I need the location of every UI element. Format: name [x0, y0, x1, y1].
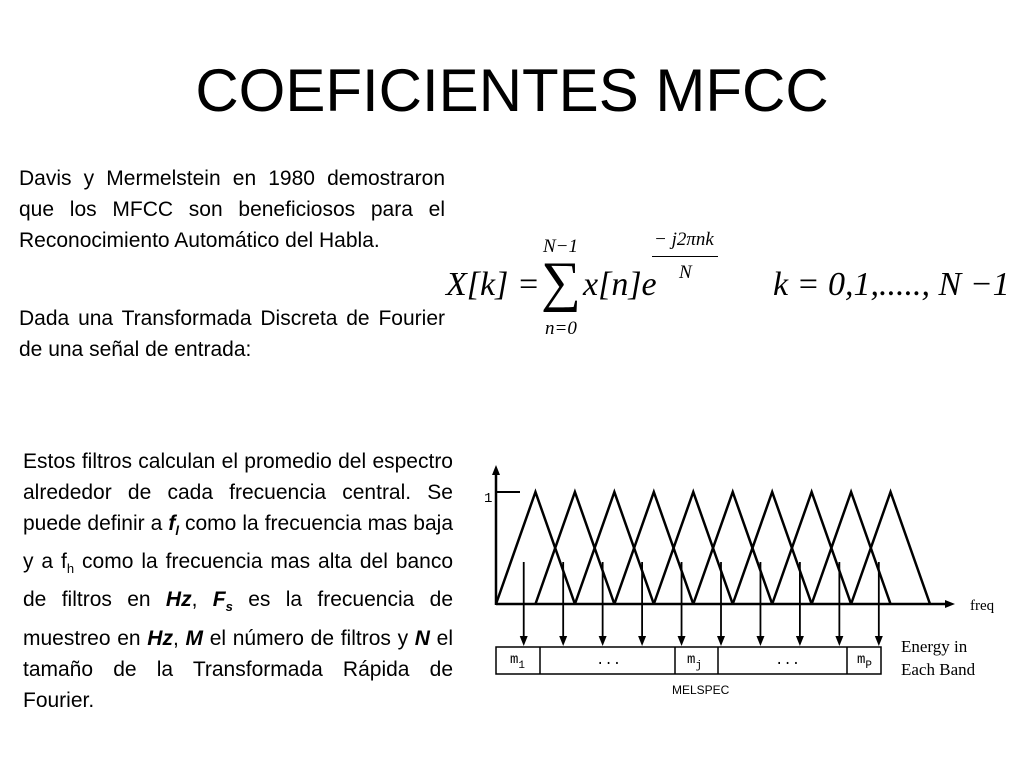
fs-symbol: $F_s$: [212, 588, 233, 615]
m-symbol: M: [185, 626, 204, 650]
text-segment: ,: [172, 626, 186, 650]
fl-symbol: $f_l$: [168, 512, 179, 539]
slide-title: COEFICIENTES MFCC: [195, 57, 829, 124]
text-segment: ,: [191, 588, 213, 612]
hz-symbol: Hz: [147, 626, 173, 650]
melspec-cell-mj: $m_j$: [687, 652, 703, 672]
formula-exponent-denominator: N: [679, 262, 692, 283]
melspec-cell-mp: $m_P$: [857, 652, 873, 672]
formula-sum-upper: N−1: [543, 236, 578, 257]
formula-term: x[n]e: [583, 266, 657, 303]
energy-label-line1: Energy in: [901, 637, 968, 656]
n-symbol: N: [414, 626, 430, 650]
x-axis-label: freq: [970, 598, 995, 614]
formula-range: k = 0,1,....., N −1: [773, 266, 1010, 303]
melspec-cell-ellipsis: ...: [775, 653, 801, 669]
triangular-filter: [851, 492, 930, 604]
formula-sum-lower: n=0: [545, 318, 577, 339]
y-axis-tick-label: 1: [484, 491, 493, 507]
text-segment: Estos filtros calculan el promedio del espectro alrededor de cada frecuencia central. Se puede definir a: [23, 450, 453, 535]
text-segment: el número de filtros y: [203, 626, 415, 650]
text-segment: el tamaño de la Transformada Rápida de Fourier.: [23, 626, 453, 712]
melspec-cell-ellipsis: ...: [596, 653, 622, 669]
text-segment: como la frecuencia mas alta del banco de filtros en: [23, 550, 454, 612]
hz-symbol: Hz: [165, 588, 192, 612]
paragraph-dft-intro: Dada una Transformada Discreta de Fourier de una señal de entrada:: [19, 307, 445, 361]
melspec-cell-m1: $m_1$: [510, 652, 526, 672]
energy-label-line2: Each Band: [901, 660, 976, 679]
text-segment: es la frecuencia de muestreo en: [23, 588, 453, 650]
triangular-filters: [496, 492, 930, 604]
text-segment: como la frecuencia mas baja y a f: [23, 512, 453, 574]
melspec-label: MELSPEC: [672, 683, 730, 697]
formula-exponent-numerator: − j2πnk: [654, 229, 714, 250]
formula-sum-symbol: ∑: [541, 251, 581, 313]
paragraph-davis-mermelstein: Davis y Mermelstein en 1980 demostraron que los MFCC son beneficiosos para el Reconocimiento Automático del Habla.: [19, 167, 445, 252]
fh-subscript: h: [66, 561, 75, 577]
formula-lhs: X[k] =: [446, 266, 540, 303]
